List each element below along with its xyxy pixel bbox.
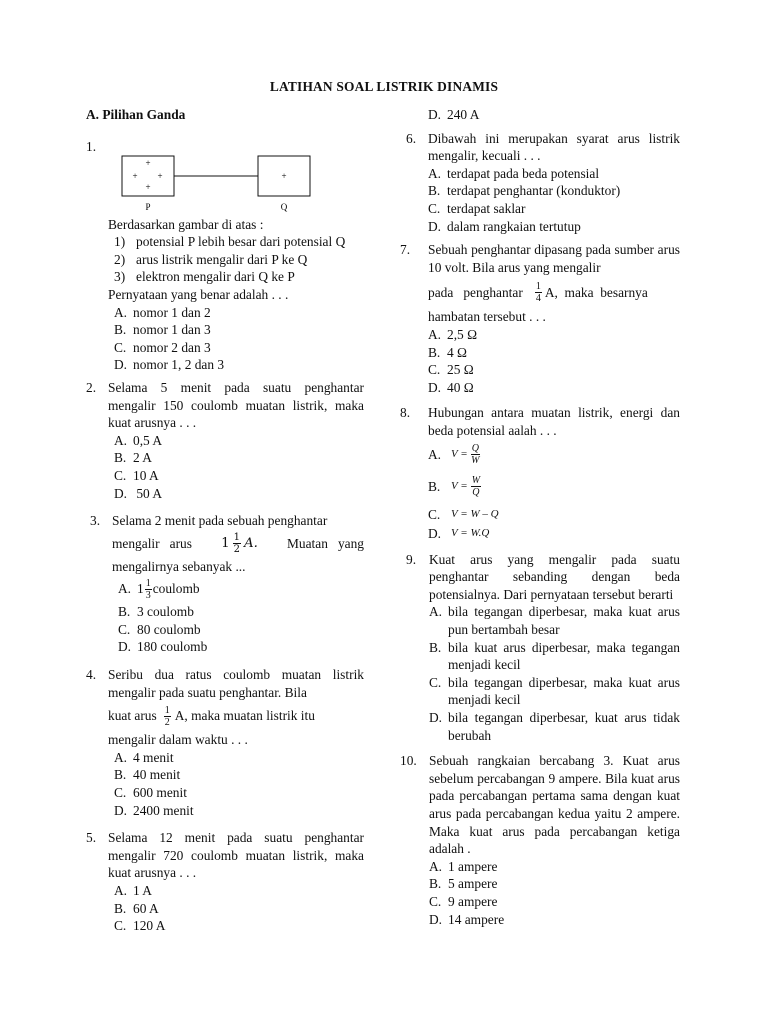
option-d[interactable]: D. dalam rangkaian tertutup bbox=[428, 218, 581, 234]
option-b[interactable]: B. bila kuat arus diperbesar, maka tegangan menjadi kecil bbox=[429, 639, 680, 673]
plus-sign: + bbox=[145, 157, 151, 168]
option-a[interactable]: A. 4 menit bbox=[114, 749, 174, 765]
option-b[interactable]: B. 5 ampere bbox=[429, 876, 498, 892]
statement-item: 1) potensial P lebih besar dari potensial Q bbox=[114, 234, 346, 250]
option-c[interactable]: C. V = W – Q bbox=[428, 506, 499, 522]
option-c[interactable]: C. 120 A bbox=[114, 918, 166, 934]
option-d[interactable]: D. nomor 1, 2 dan 3 bbox=[114, 357, 225, 373]
label-p: P bbox=[145, 201, 151, 212]
plus-sign: + bbox=[281, 170, 287, 181]
question-10-text: Sebuah rangkaian bercabang 3. Kuat arus sebelum percabangan 9 ampere. Bila kuat arus pada percabangan pertama sama dengan kuat arus pada percabangan kedua yaitu 2 ampere. Maka kuat arus pada percabangan ketiga adalah . bbox=[429, 753, 680, 857]
question-8: 8. Hubungan antara muatan listrik, energi dan beda potensial aalah . . . A. V = $\frac{Q}{W}$ B. V = $\frac{W}{Q}$ C. V = W – Q D. V = W.Q bbox=[400, 405, 680, 542]
option-a[interactable]: A. 2,5 Ω bbox=[428, 326, 478, 342]
option-a[interactable]: A. 1 ampere bbox=[429, 858, 498, 874]
question-4-line: kuat arus $\frac{1}{2}$ A, maka muatan listrik itu bbox=[108, 704, 315, 728]
option-d[interactable]: D. bila tegangan diperbesar, kuat arus tidak berubah bbox=[429, 710, 680, 743]
question-6-text: Dibawah ini merupakan syarat arus listrik mengalir, kecuali . . . bbox=[428, 130, 680, 164]
option-c[interactable]: C. terdapat saklar bbox=[428, 200, 526, 216]
fraction: $\frac{Q}{W}$ bbox=[471, 443, 480, 466]
option-b[interactable]: B. 4 Ω bbox=[428, 344, 467, 360]
option-a[interactable]: A. 0,5 A bbox=[114, 432, 163, 448]
option-a[interactable]: A. nomor 1 dan 2 bbox=[114, 304, 211, 320]
question-2-text: Selama 5 menit pada suatu penghantar mengalir 150 coulomb muatan listrik, maka kuat arusnya . . . bbox=[108, 379, 364, 431]
question-7-text: Sebuah penghantar dipasang pada sumber arus 10 volt. Bila arus yang mengalir bbox=[428, 242, 680, 275]
question-1-number: 1. bbox=[86, 138, 97, 154]
option-b[interactable]: B. 2 A bbox=[114, 450, 152, 466]
section-heading: A. Pilihan Ganda bbox=[86, 107, 186, 122]
question-3-text: Selama 2 menit pada sebuah penghantar bbox=[112, 513, 328, 529]
option-a[interactable]: A. 1 A bbox=[114, 883, 152, 898]
option-d[interactable]: D. 40 Ω bbox=[428, 379, 474, 395]
option-c[interactable]: C. nomor 2 dan 3 bbox=[114, 339, 211, 355]
option-d[interactable]: D. 14 ampere bbox=[429, 911, 505, 927]
charge-diagram bbox=[120, 154, 320, 216]
option-a[interactable]: A. terdapat pada beda potensial bbox=[428, 165, 600, 181]
option-b[interactable]: B. nomor 1 dan 3 bbox=[114, 322, 211, 338]
option-b[interactable]: B. V = $\frac{W}{Q}$ bbox=[428, 475, 481, 498]
question-5: 5. Selama 12 menit pada suatu penghantar mengalir 720 coulomb muatan listrik, maka kuat arusnya . . . A. 1 A B. 60 A C. 120 A bbox=[86, 830, 364, 934]
right-column bbox=[400, 106, 680, 928]
question-9-text: Kuat arus yang mengalir pada suatu penghantar sebanding dengan beda potensialnya. Dari pernyataan tersebut berarti bbox=[429, 551, 680, 602]
option-a[interactable]: A. V = $\frac{Q}{W}$ bbox=[428, 443, 480, 466]
question-4: 4. Seribu dua ratus coulomb muatan listrik mengalir pada suatu penghantar. Bila kuat arus $\frac{1}{2}$ A, maka muatan listrik itu mengalir dalam waktu . . . A. 4 menit B. 40 menit C. 600 menit D. 2400 menit bbox=[86, 667, 364, 818]
question-7: 7. Sebuah penghantar dipasang pada sumber arus 10 volt. Bila arus yang mengalir pada penghantar $\frac{1}{4}$ A, maka besarnya hambatan tersebut . . . A. 2,5 Ω B. 4 Ω C. 25 Ω D. 40 Ω bbox=[400, 242, 680, 395]
fraction: $\frac{1}{2}$ bbox=[233, 532, 240, 556]
option-c[interactable]: C. 10 A bbox=[114, 467, 159, 483]
question-9: 9. Kuat arus yang mengalir pada suatu penghantar sebanding dengan beda potensialnya. Dari pernyataan tersebut berarti A. bila tegangan diperbesar, maka kuat arus pun bertambah besar B. bila kuat arus diperbesar, maka tegangan menjadi kecil C. bila tegangan diperbesar, maka kuat arus menjadi kecil D. bila tegangan diperbesar, kuat arus tidak berubah bbox=[406, 551, 680, 743]
option-d[interactable]: D. 180 coulomb bbox=[118, 639, 208, 655]
question-3: 3. Selama 2 menit pada sebuah penghantar mengalir arus 1 $\frac{1}{2}$ A. Muatan yang mengalirnya sebanyak ... A. 1 $\frac{1}{3}$ coulomb B. 3 coulomb C. 80 coulomb D. 180 coulomb bbox=[90, 513, 364, 655]
question-4-text: Seribu dua ratus coulomb muatan listrik mengalir pada suatu penghantar. Bila bbox=[108, 667, 364, 700]
option-b[interactable]: B. 60 A bbox=[114, 900, 159, 916]
option-c[interactable]: C. bila tegangan diperbesar, maka kuat arus menjadi kecil bbox=[429, 674, 680, 708]
statement-item: 3) elektron mengalir dari Q ke P bbox=[114, 269, 295, 285]
statement-item: 2) arus listrik mengalir dari P ke Q bbox=[114, 251, 308, 267]
plus-sign: + bbox=[157, 170, 163, 181]
question-10: 10. Sebuah rangkaian bercabang 3. Kuat arus sebelum percabangan 9 ampere. Bila kuat arus pada percabangan pertama sama dengan kuat arus pada percabangan kedua yaitu 2 ampere. Maka kuat arus pada percabangan ketiga adalah . A. 1 ampere B. 5 ampere C. 9 ampere D. 14 ampere bbox=[400, 753, 680, 927]
question-7-line: pada penghantar $\frac{1}{4}$ A, maka besarnya bbox=[428, 280, 648, 304]
option-c[interactable]: C. 80 coulomb bbox=[118, 621, 201, 637]
current-value: 1 $\frac{1}{2}$ A. bbox=[221, 532, 258, 556]
question-1-intro: Berdasarkan gambar di atas : bbox=[108, 216, 264, 232]
question-3-line: mengalir arus 1 $\frac{1}{2}$ A. Muatan yang bbox=[112, 532, 364, 556]
fraction: $\frac{1}{3}$ bbox=[145, 577, 151, 601]
question-1-prompt: Pernyataan yang benar adalah . . . bbox=[108, 286, 289, 302]
option-b[interactable]: B. terdapat penghantar (konduktor) bbox=[428, 183, 621, 199]
question-2: 2. Selama 5 menit pada suatu penghantar mengalir 150 coulomb muatan listrik, maka kuat arusnya . . . A. 0,5 A B. 2 A C. 10 A D. 50 A bbox=[86, 379, 364, 501]
option-c[interactable]: C. 600 menit bbox=[114, 785, 187, 801]
statement-list bbox=[114, 233, 364, 286]
question-1 bbox=[86, 138, 364, 374]
question-8-text: Hubungan antara muatan listrik, energi dan beda potensial aalah . . . bbox=[428, 405, 680, 438]
question-6: 6. Dibawah ini merupakan syarat arus listrik mengalir, kecuali . . . A. terdapat pada beda potensial B. terdapat penghantar (konduktor) C. terdapat saklar D. dalam rangkaian tertutup bbox=[406, 130, 680, 234]
label-q: Q bbox=[280, 201, 288, 212]
fraction: $\frac{1}{4}$ bbox=[535, 280, 541, 304]
plus-sign: + bbox=[145, 181, 151, 192]
fraction: $\frac{W}{Q}$ bbox=[471, 475, 481, 498]
option-c[interactable]: C. 9 ampere bbox=[429, 893, 498, 909]
question-5-text: Selama 12 menit pada suatu penghantar mengalir 720 coulomb muatan listrik, maka kuat arusnya . . . bbox=[108, 830, 364, 881]
plus-sign: + bbox=[132, 170, 138, 181]
option-b[interactable]: B. 3 coulomb bbox=[118, 604, 194, 620]
left-column bbox=[86, 106, 364, 935]
page-title: LATIHAN SOAL LISTRIK DINAMIS bbox=[269, 79, 499, 94]
option-a[interactable]: A. 1 $\frac{1}{3}$ coulomb bbox=[118, 577, 200, 601]
option-d[interactable]: D. V = W.Q bbox=[428, 526, 490, 542]
option-a[interactable]: A. bila tegangan diperbesar, maka kuat arus pun bertambah besar bbox=[429, 604, 680, 638]
fraction: $\frac{1}{2}$ bbox=[164, 704, 170, 728]
option-b[interactable]: B. 40 menit bbox=[114, 767, 181, 783]
option-d[interactable]: D. 240 A bbox=[428, 107, 480, 122]
option-d[interactable]: D. 50 A bbox=[114, 485, 163, 501]
option-c[interactable]: C. 25 Ω bbox=[428, 362, 474, 378]
option-d[interactable]: D. 2400 menit bbox=[114, 802, 194, 818]
